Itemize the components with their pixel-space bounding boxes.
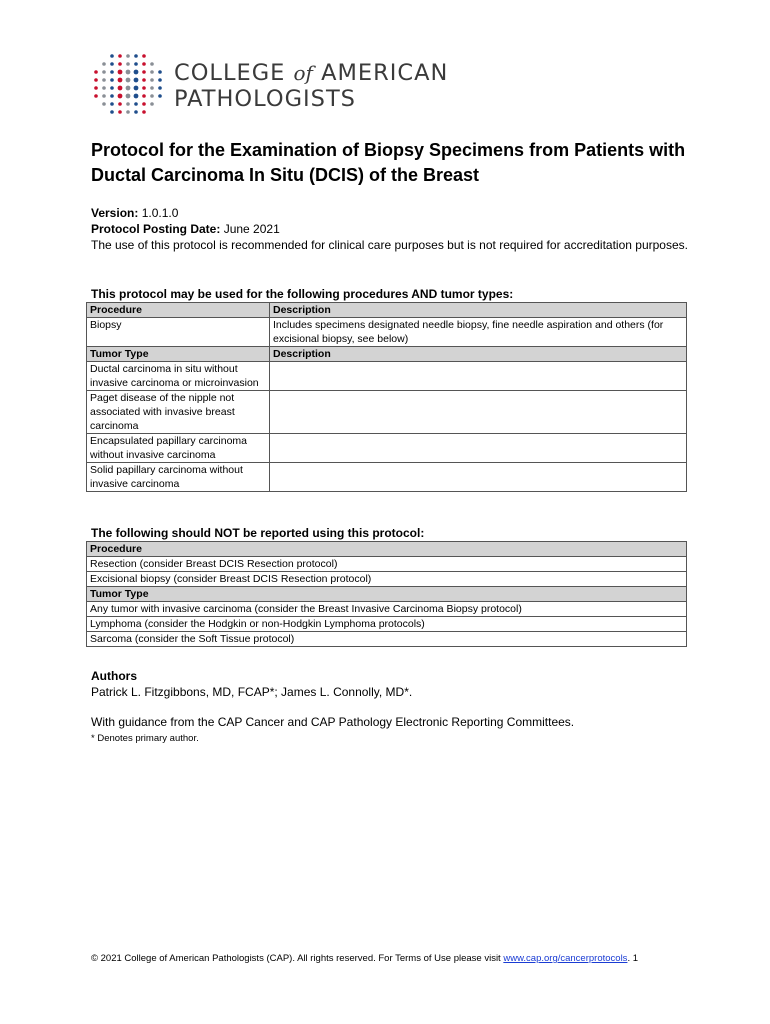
table-header-row	[87, 303, 687, 318]
not-reported-heading: The following should NOT be reported using this protocol:	[91, 526, 425, 540]
table-row	[87, 434, 687, 463]
cancer-protocols-link[interactable]: www.cap.org/cancerprotocols	[503, 953, 628, 964]
table-row	[87, 617, 687, 632]
version-value: 1.0.1.0	[141, 206, 179, 220]
table-header-row	[87, 347, 687, 362]
authors-names: Patrick L. Fitzgibbons, MD, FCAP*; James L. Connolly, MD*.	[91, 685, 413, 699]
table-cell: Ductal carcinoma in situ without invasive carcinoma or microinvasion	[87, 362, 270, 391]
table-row	[87, 602, 687, 617]
authors-heading: Authors	[91, 669, 137, 683]
table-header-row	[87, 587, 687, 602]
table-row	[87, 632, 687, 647]
table-cell	[270, 391, 687, 434]
table-cell: Sarcoma (consider the Soft Tissue protocol)	[87, 632, 687, 647]
primary-author-note: * Denotes primary author.	[91, 733, 199, 744]
not-reported-table	[86, 541, 687, 647]
table-cell: Procedure	[87, 542, 687, 557]
table-cell: Paget disease of the nipple not associated with invasive breast carcinoma	[87, 391, 270, 434]
protocol-meta: Version: 1.0.1.0 Protocol Posting Date: June 2021 The use of this protocol is recommended for clinical care purposes but is not required for accreditation purposes.	[91, 205, 691, 253]
table-cell: Encapsulated papillary carcinoma without invasive carcinoma	[87, 434, 270, 463]
table-row	[87, 572, 687, 587]
table-cell: Biopsy	[87, 318, 270, 347]
table-cell: Any tumor with invasive carcinoma (consider the Breast Invasive Carcinoma Biopsy protocol)	[87, 602, 687, 617]
table-header-row	[87, 542, 687, 557]
table-cell: Excisional biopsy (consider Breast DCIS Resection protocol)	[87, 572, 687, 587]
table-row	[87, 391, 687, 434]
copyright-text: © 2021 College of American Pathologists (CAP). All rights reserved. For Terms of Use please visit	[91, 953, 501, 964]
table-cell: Tumor Type	[87, 587, 687, 602]
table-row	[87, 463, 687, 492]
table-cell: Description	[270, 303, 687, 318]
page-number: . 1	[627, 953, 638, 964]
table-row	[87, 557, 687, 572]
document-title: Protocol for the Examination of Biopsy Specimens from Patients with Ductal Carcinoma In Situ (DCIS) of the Breast	[91, 140, 686, 185]
table-cell	[270, 463, 687, 492]
posting-date: June 2021	[223, 222, 280, 236]
cap-logo	[92, 52, 472, 122]
table-cell: Procedure	[87, 303, 270, 318]
usage-note: The use of this protocol is recommended for clinical care purposes but is not required for accreditation purposes.	[91, 238, 688, 252]
cap-dot-grid-icon	[92, 52, 164, 116]
table-cell: Solid papillary carcinoma without invasive carcinoma	[87, 463, 270, 492]
table-row	[87, 362, 687, 391]
table-cell	[270, 434, 687, 463]
table-cell: Lymphoma (consider the Hodgkin or non-Hodgkin Lymphoma protocols)	[87, 617, 687, 632]
used-for-heading: This protocol may be used for the following procedures AND tumor types:	[91, 287, 514, 301]
table-row	[87, 318, 687, 347]
org-name: COLLEGE of AMERICAN PATHOLOGISTS	[174, 60, 449, 112]
table-cell: Includes specimens designated needle biopsy, fine needle aspiration and others (for excisional biopsy, see below)	[270, 318, 687, 347]
used-for-table	[86, 302, 687, 492]
table-cell: Tumor Type	[87, 347, 270, 362]
table-cell: Description	[270, 347, 687, 362]
authors-section	[91, 668, 691, 700]
guidance-note: With guidance from the CAP Cancer and CAP Pathology Electronic Reporting Committees.	[91, 715, 575, 729]
table-cell: Resection (consider Breast DCIS Resection protocol)	[87, 557, 687, 572]
table-cell	[270, 362, 687, 391]
footer	[91, 953, 691, 964]
